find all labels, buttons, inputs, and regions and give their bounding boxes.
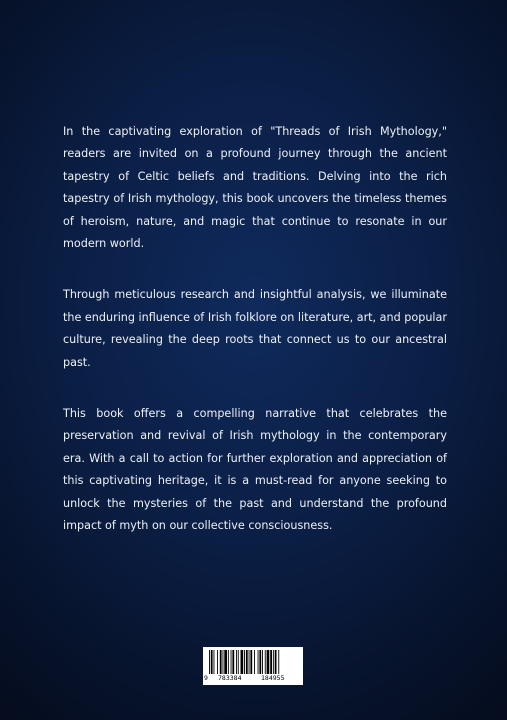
blurb-paragraph-2: Through meticulous research and insightful analysis, we illuminate the enduring influence of Irish folklore on literature, art, and popular culture, revealing the deep roots that connect us to our ancestral past.	[63, 288, 447, 369]
barcode-digit-group-2: 184955	[261, 674, 285, 682]
barcode-digit-group-1: 783384	[218, 674, 242, 682]
blurb-paragraph-1: In the captivating exploration of "Threads of Irish Mythology," readers are invited on a profound journey through the ancient tapestry of Celtic beliefs and traditions. Delving into the rich tapestry of Irish mythology, this book uncovers the timeless themes of heroism, nature, and magic that continue to resonate in our modern world.	[63, 125, 447, 251]
isbn-barcode	[203, 647, 303, 685]
blurb-paragraph-3: This book offers a compelling narrative that celebrates the preservation and revival of Irish mythology in the contemporary era. With a call to action for further exploration and appreciation of this captivating heritage, it is a must-read for anyone seeking to unlock the mysteries of the past and understand the profound impact of myth on our collective consciousness.	[63, 407, 447, 533]
barcode-bars	[209, 650, 297, 674]
barcode-digits	[203, 674, 303, 684]
back-cover-blurb	[63, 121, 447, 567]
barcode-digit-lead: 9	[204, 674, 208, 682]
